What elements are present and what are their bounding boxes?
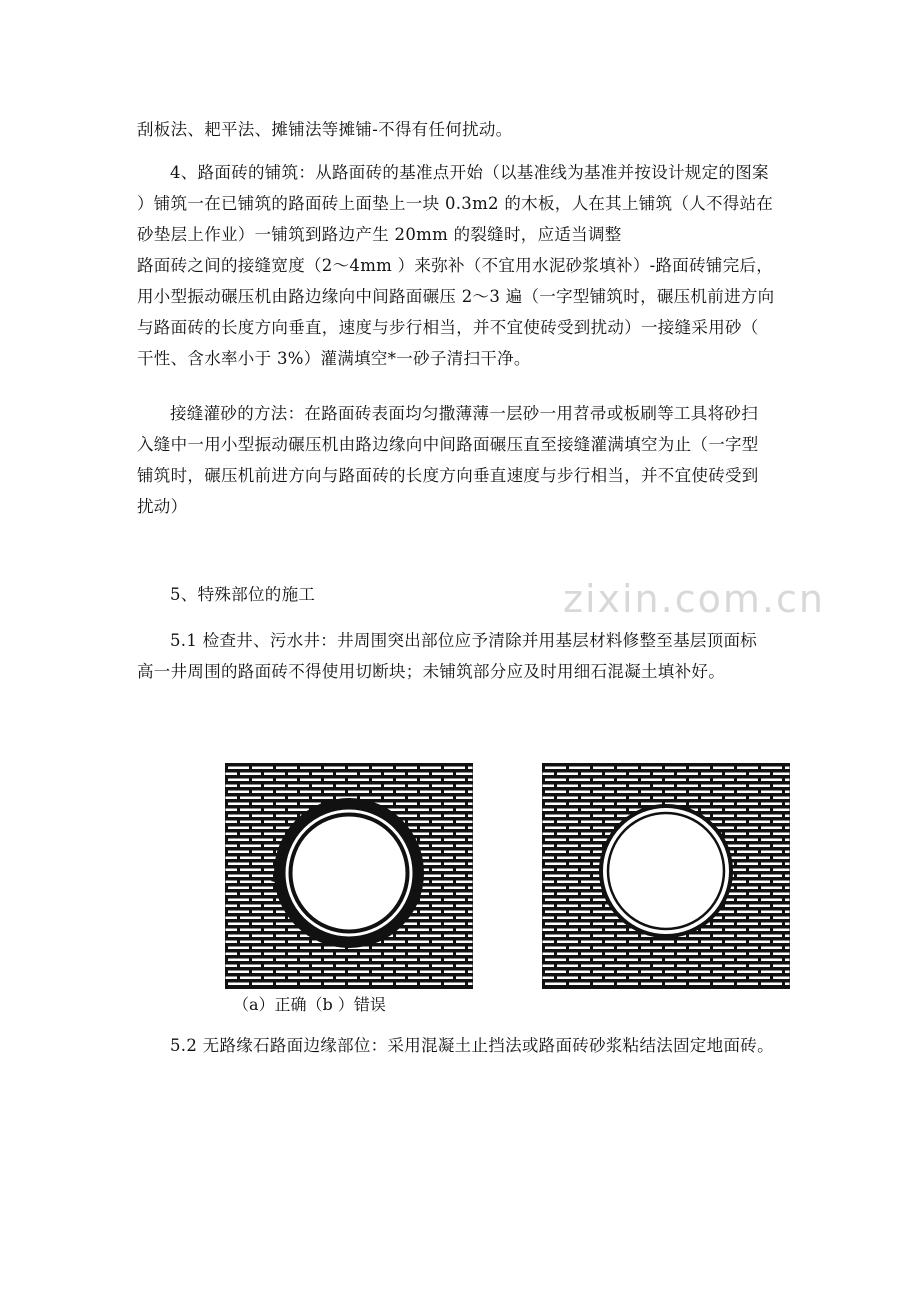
text-line: 5、特殊部位的施工 xyxy=(170,585,316,604)
paragraph-manhole xyxy=(137,625,797,687)
text-line: 铺筑时，碾压机前进方向与路面砖的长度方向垂直速度与步行相当，并不宜使砖受到 xyxy=(137,466,759,485)
text-line: 高一井周围的路面砖不得使用切断块；未铺筑部分应及时用细石混凝土填补好。 xyxy=(137,662,725,681)
text-line: 干性、含水率小于 3%）灌满填空*一砂子清扫干净。 xyxy=(137,349,531,368)
text-line: 扰动） xyxy=(137,497,188,516)
watermark: zixin.com.cn xyxy=(563,577,825,621)
paragraph-paving xyxy=(137,157,797,374)
figure-caption: （a）正确（b ）错误 xyxy=(233,995,386,1014)
text-line: 与路面砖的长度方向垂直，速度与步行相当，并不宜使砖受到扰动）一接缝采用砂（ xyxy=(137,318,759,337)
text-line: 接缝灌砂的方法：在路面砖表面均匀撒薄薄一层砂一用苕帚或板刷等工具将砂扫 xyxy=(170,404,758,423)
figure-b-wrong xyxy=(542,763,790,989)
paragraph-edge xyxy=(137,1030,817,1061)
text-line: 入缝中一用小型振动碾压机由路边缘向中间路面碾压直至接缝灌满填空为止（一字型 xyxy=(137,435,759,454)
text-line: ）铺筑一在已铺筑的路面砖上面垫上一块 0.3m2 的木板，人在其上铺筑（人不得站在 xyxy=(137,194,774,213)
text-line: 4、路面砖的铺筑：从路面砖的基准点开始（以基准线为基准并按设计规定的图案 xyxy=(170,163,769,182)
text-line: 用小型振动碾压机由路边缘向中间路面碾压 2～3 遍（一字型铺筑时，碾压机前进方向 xyxy=(137,287,775,306)
paragraph-0 xyxy=(137,114,797,145)
text-line: 砂垫层上作业）一铺筑到路边产生 20mm 的裂缝时，应适当调整 xyxy=(137,225,622,244)
paragraph-joint-sand xyxy=(137,398,797,522)
text-line: 路面砖之间的接缝宽度（2～4mm ）来弥补（不宜用水泥砂浆填补）-路面砖铺完后， xyxy=(137,256,774,275)
text-line: 5.1 检查井、污水井：井周围突出部位应予清除并用基层材料修整至基层顶面标 xyxy=(170,631,758,650)
text-line: 5.2 无路缘石路面边缘部位：采用混凝土止挡法或路面砖砂浆粘结法固定地面砖。 xyxy=(170,1036,774,1055)
figure-a-correct xyxy=(225,763,473,989)
text-line: 刮板法、耙平法、摊铺法等摊铺-不得有任何扰动。 xyxy=(137,120,513,139)
